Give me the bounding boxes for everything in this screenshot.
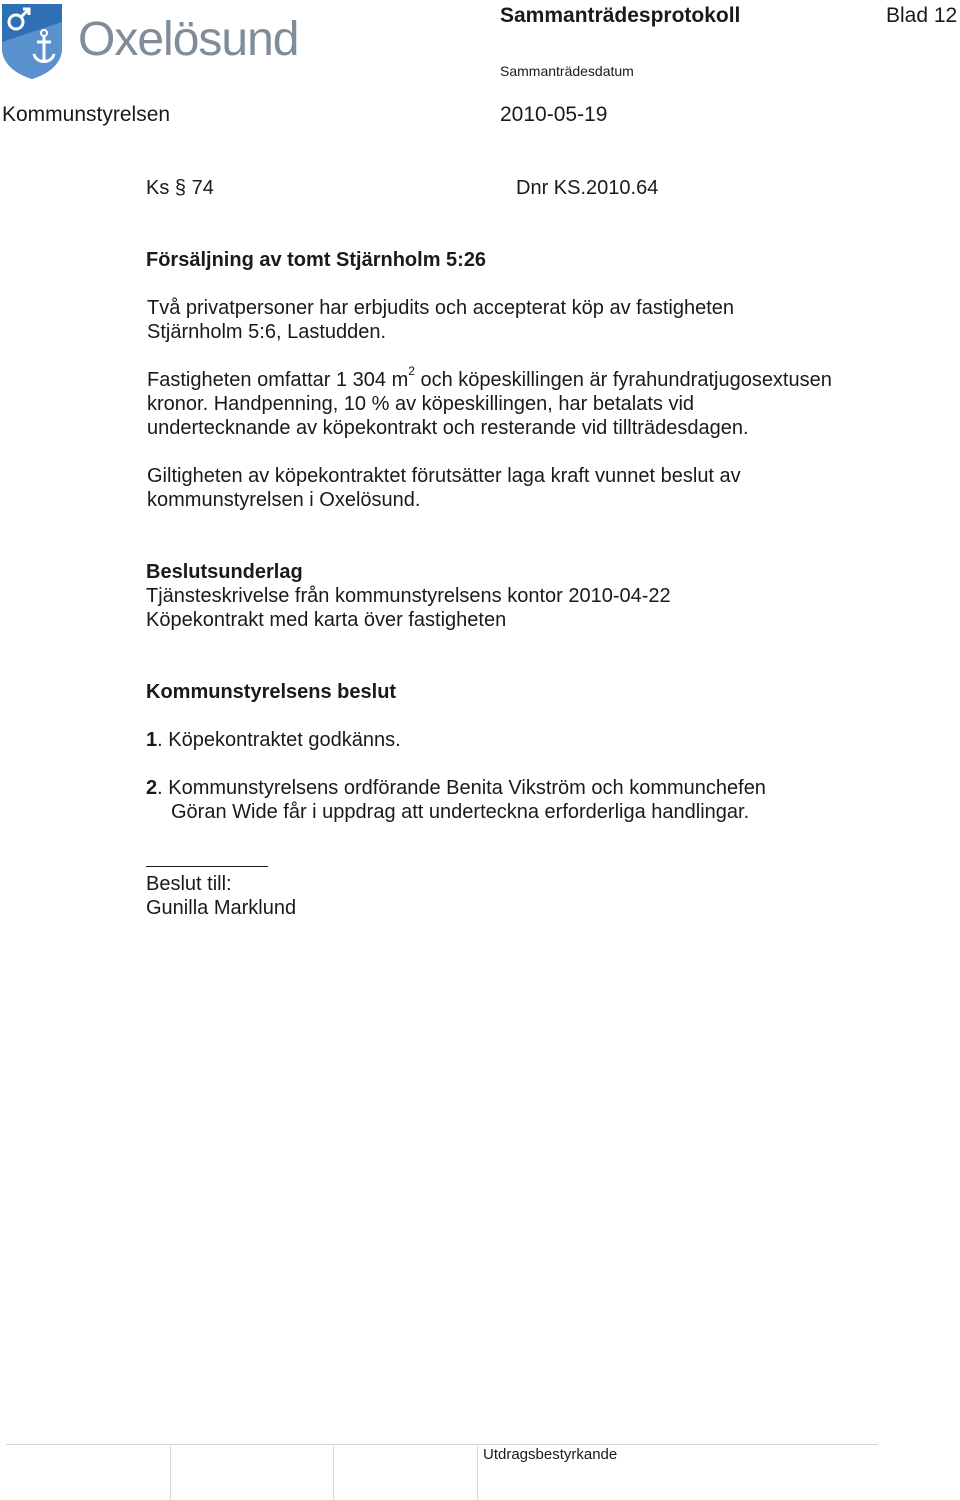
logo-wordmark: Oxelösund [78,13,299,66]
page-number: Blad 12 [886,4,958,27]
basis-item-2: Köpekontrakt med karta över fastigheten [146,609,507,631]
section-number: 74 [191,177,214,199]
decision-item-1: 1. Köpekontraktet godkänns. [146,729,401,751]
paragraph-3-line-2: kommunstyrelsen i Oxelösund. [147,489,421,511]
coat-of-arms-icon [0,2,64,80]
footer-divider [170,1446,171,1500]
document-type: Sammanträdesprotokoll [500,4,741,27]
paragraph-1-line-2: Stjärnholm 5:6, Lastudden. [147,321,387,343]
footer-divider [477,1446,478,1500]
basis-heading: Beslutsunderlag [146,561,303,583]
footer-divider [333,1446,334,1500]
basis-item-1: Tjänsteskrivelse från kommunstyrelsens kontor 2010-04-22 [146,585,671,607]
decision-item-2-line-2: Göran Wide får i uppdrag att underteckna erforderliga handlingar. [171,801,750,823]
paragraph-3-line-1: Giltigheten av köpekontraktet förutsätter laga kraft vunnet beslut av [147,465,741,487]
section-symbol: § [174,177,187,199]
ks-prefix: Ks [146,177,170,199]
decision-item-2-line-1: 2. Kommunstyrelsens ordförande Benita Vikström och kommunchefen [146,777,766,799]
paragraph-2-line-1: Fastigheten omfattar 1 304 $m^2$ och köpeskillingen är fyrahundratjugosextusen [147,364,832,391]
meeting-date-label: Sammanträdesdatum [500,63,634,79]
distribution-recipient: Gunilla Marklund [146,897,297,919]
meeting-date: 2010-05-19 [500,103,608,126]
paragraph-2-line-2: kronor. Handpenning, 10 % av köpeskillingen, har betalats vid [147,393,695,415]
footer-rule [6,1444,878,1445]
distribution-label: Beslut till: [146,873,232,895]
certification-label: Utdragsbestyrkande [483,1446,618,1463]
paragraph-1-line-1: Två privatpersoner har erbjudits och accepterat köp av fastigheten [147,297,734,319]
municipality-logo [0,2,340,82]
item-heading: Försäljning av tomt Stjärnholm 5:26 [146,249,487,271]
case-number [146,176,214,200]
separator-line [146,866,268,867]
decision-heading: Kommunstyrelsens beslut [146,681,397,703]
paragraph-2-line-3: undertecknande av köpekontrakt och resterande vid tillträdesdagen. [147,417,749,439]
diary-number: Dnr KS.2010.64 [516,177,659,199]
organ-name: Kommunstyrelsen [2,103,171,126]
